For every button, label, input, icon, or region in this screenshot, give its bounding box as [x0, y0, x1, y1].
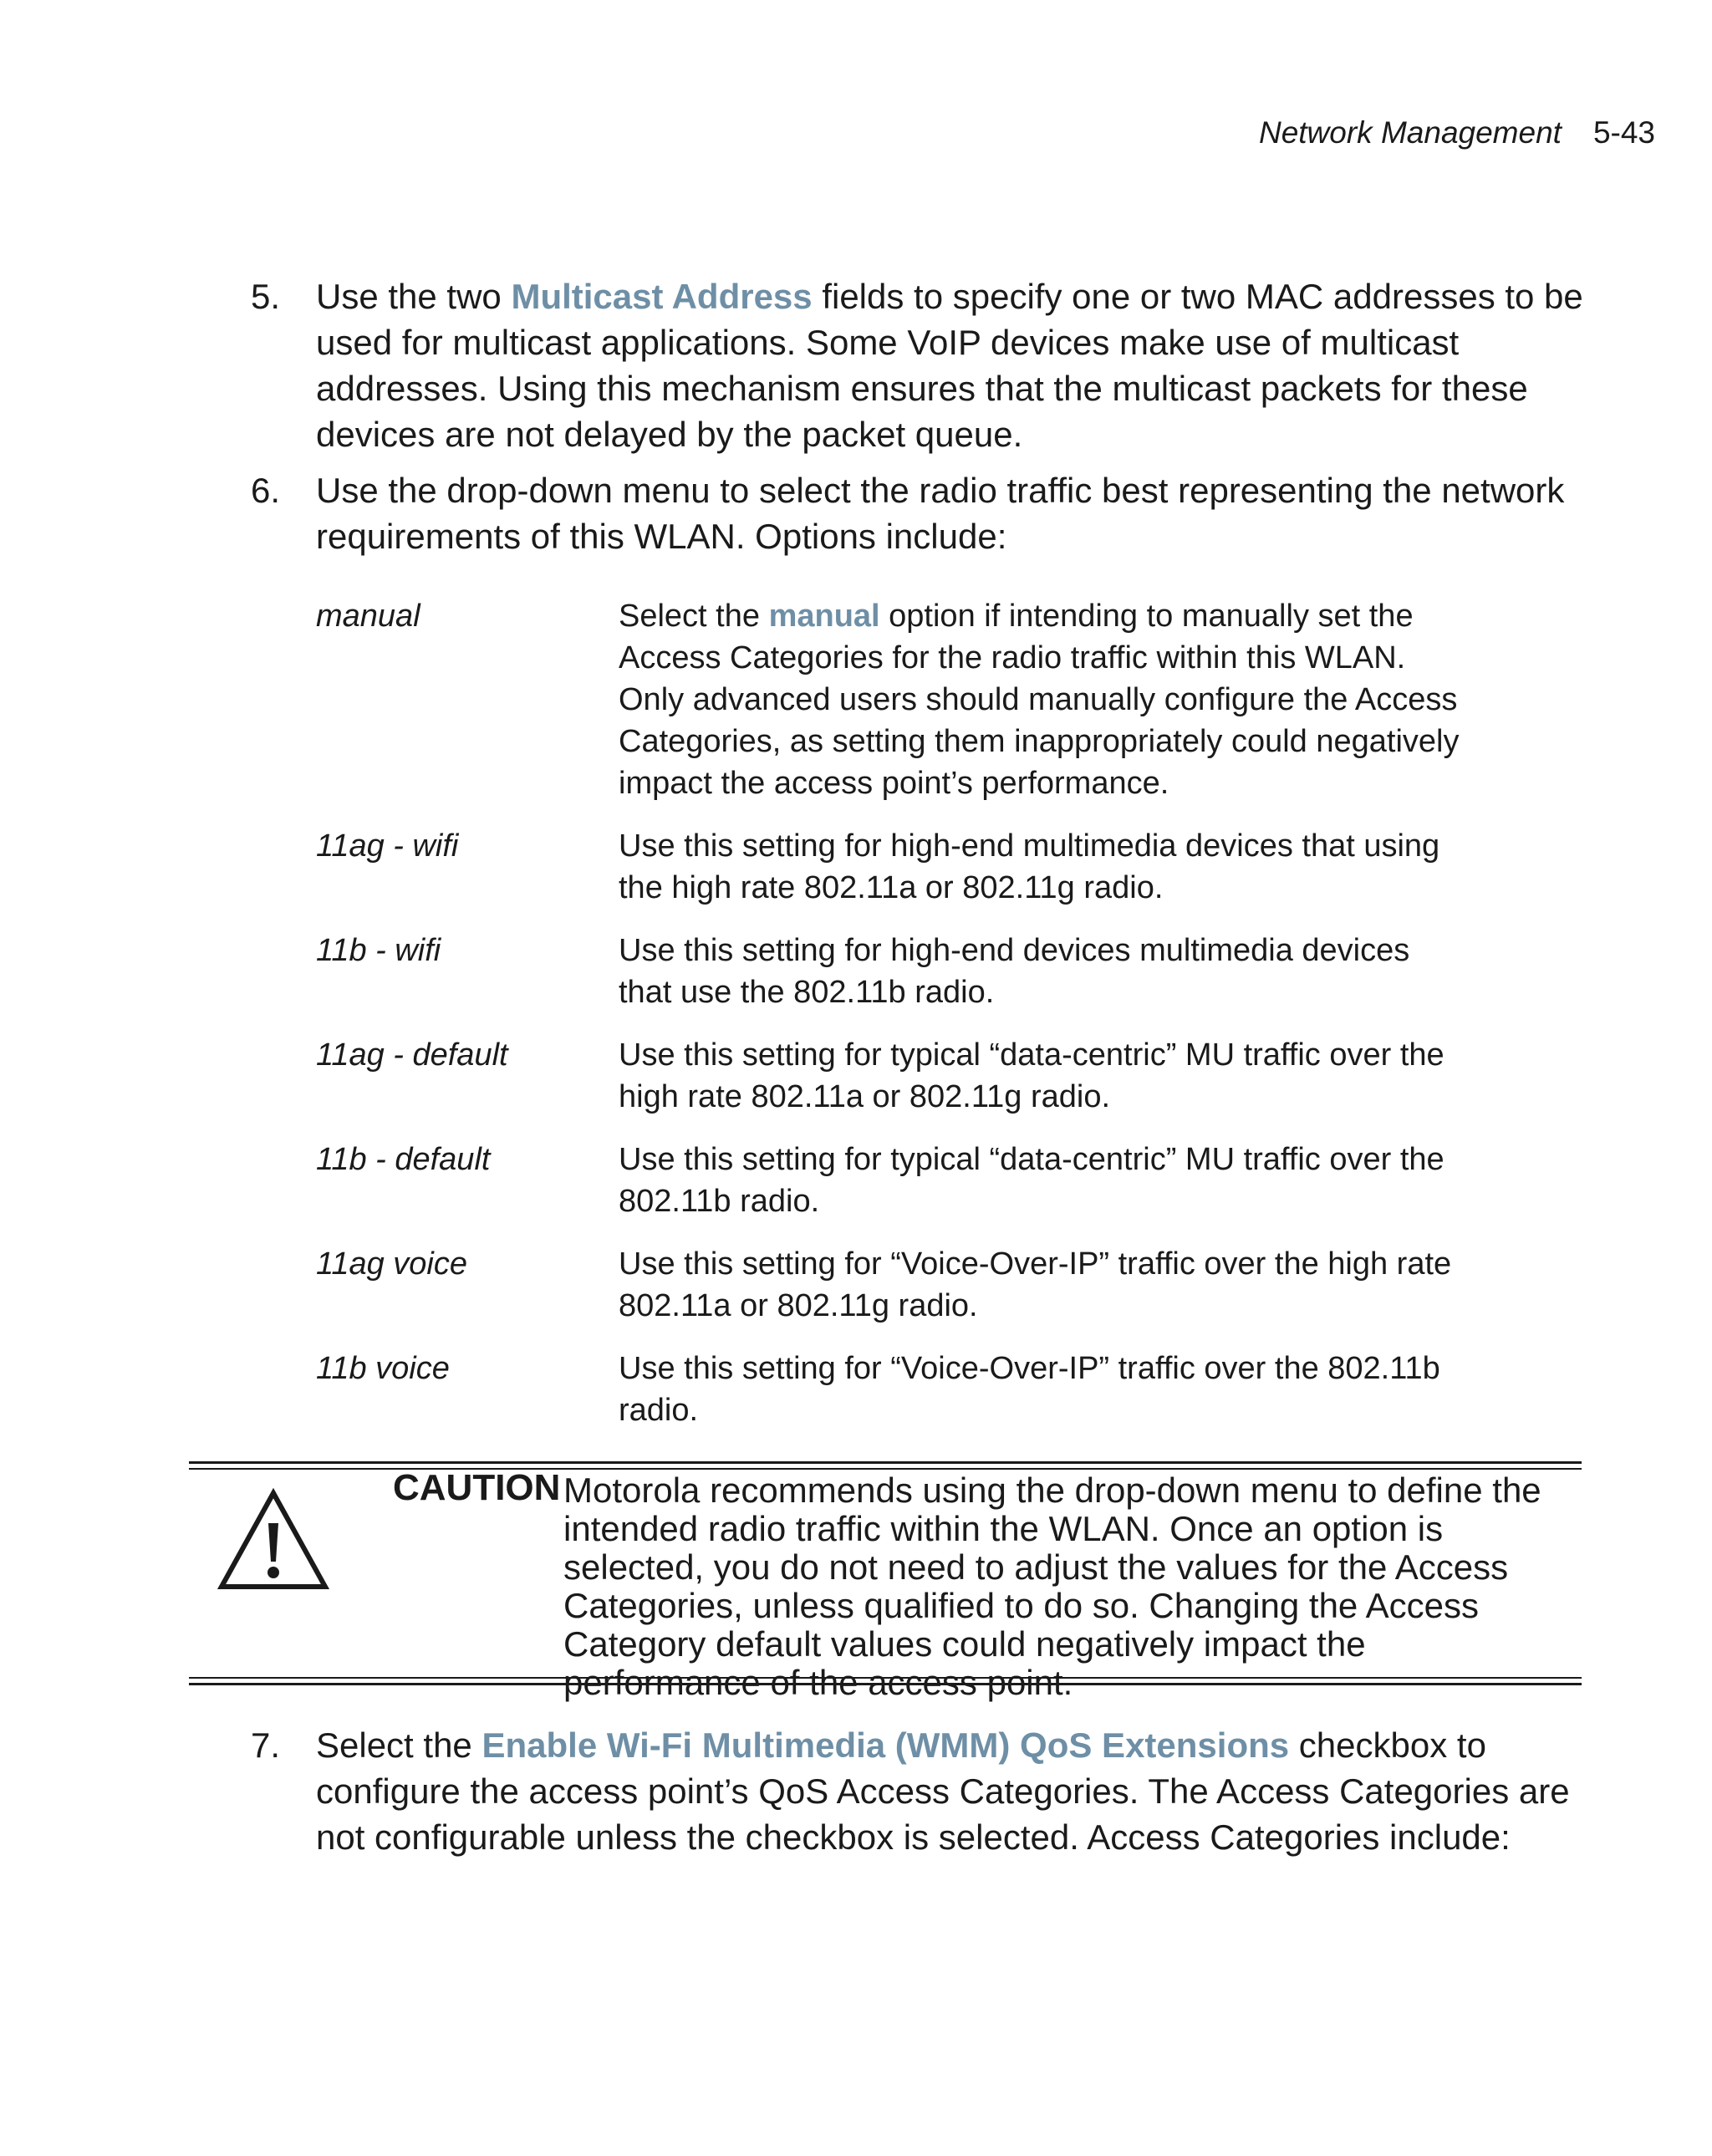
option-description: Use this setting for high-end multimedia devices that using the high rate 802.11a or 802.11g radio. — [619, 828, 1440, 905]
option-description: Use this setting for high-end devices multimedia devices that use the 802.11b radio. — [619, 933, 1410, 1010]
option-row — [316, 1034, 1470, 1118]
option-description: Use this setting for typical “data-centric” MU traffic over the high rate 802.11a or 802.11g radio. — [619, 1037, 1444, 1114]
ui-term-enable-wmm-qos: Enable Wi-Fi Multimedia (WMM) QoS Extensions — [482, 1725, 1290, 1765]
step-text: Use the drop-down menu to select the radio traffic best representing the network requirements of this WLAN. Options include: — [316, 471, 1565, 556]
option-term: 11b - default — [316, 1142, 491, 1177]
option-term: 11b voice — [316, 1351, 450, 1386]
caution-text: Motorola recommends using the drop-down menu to define the intended radio traffic within the WLAN. Once an option is selected, you do not need to adjust the values for the Access Categories, unless qualified to do so. Changing the Access Category default values could negatively impact the of — [563, 1470, 1541, 1702]
option-row-manual — [316, 595, 1470, 804]
option-row — [316, 930, 1470, 1013]
option-description: Use this setting for typical “data-centric” MU traffic over the 802.11b radio. — [619, 1142, 1444, 1219]
option-row — [316, 1348, 1470, 1431]
caution-bottom-rule-inner — [189, 1677, 1582, 1679]
ui-term-manual: manual — [768, 599, 880, 634]
section-title: Network Management — [1258, 115, 1562, 150]
caution-bottom-rule — [189, 1683, 1582, 1685]
option-row — [316, 1243, 1470, 1327]
option-row — [316, 825, 1470, 909]
options-list — [316, 595, 1470, 1452]
caution-top-rule — [189, 1461, 1582, 1464]
step-text: Use the two Multicast Address fields to specify one or two MAC addresses to be used for multicast applications. Some VoIP devices make use of multicast addresses. Using this mechanism ensures that the multicast packets for these devices are not delayed by the packet queue. — [316, 277, 1583, 454]
step-number: 7. — [251, 1725, 281, 1765]
option-description: Select the manual option if intending to manually set the Access Categories for the radio traffic within this WLAN. Only advanced users should manually configure the Access Categories, as setting them inappropriately could negatively impact the access point’s performance. — [619, 599, 1460, 801]
option-description: Use this setting for “Voice-Over-IP” traffic over the 802.11b radio. — [619, 1351, 1440, 1428]
step-text: Select the Enable Wi-Fi Multimedia (WMM) QoS Extensions checkbox to configure the access point’s QoS Access Categories. The Access Categories are not configurable unless the checkbox is selected. Access Categories include: — [316, 1725, 1570, 1857]
warning-triangle-icon — [217, 1488, 329, 1592]
option-row — [316, 1139, 1470, 1222]
step-5 — [251, 273, 1588, 457]
option-description: Use this setting for “Voice-Over-IP” traffic over the high rate 802.11a or 802.11g radio. — [619, 1246, 1452, 1323]
option-term: 11b - wifi — [316, 933, 441, 968]
step-number: 5. — [251, 277, 281, 316]
step-7 — [251, 1722, 1588, 1860]
option-term: manual — [316, 599, 420, 634]
option-term: 11ag voice — [316, 1246, 467, 1282]
option-term: 11ag - default — [316, 1037, 508, 1073]
step-number: 6. — [251, 471, 281, 510]
caution-label: CAUTION — [393, 1467, 561, 1508]
page-header — [1259, 115, 1655, 150]
page-number: 5-43 — [1592, 115, 1655, 150]
option-term: 11ag - wifi — [316, 828, 459, 864]
ui-term-multicast-address: Multicast Address — [511, 277, 813, 316]
step-6 — [251, 467, 1588, 559]
